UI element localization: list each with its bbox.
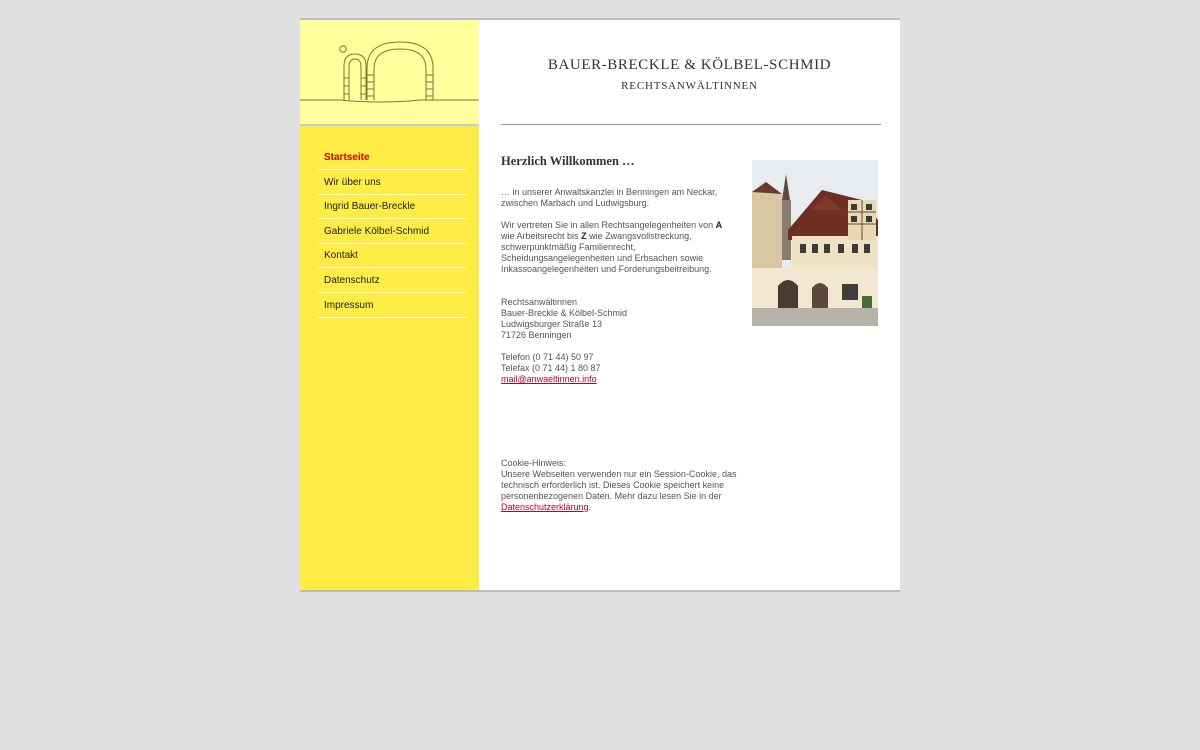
email-link[interactable]: mail@anwaeltinnen.info: [501, 374, 597, 384]
intro-text: [501, 187, 741, 209]
cookie-text: personenbezogenen Daten. Mehr dazu lesen Sie in der: [501, 491, 722, 501]
sidebar: [300, 20, 479, 590]
office-building-photo: [752, 160, 878, 326]
page-container: [300, 18, 900, 592]
firm-name: BAUER-BRECKLE & KÖLBEL-SCHMID: [547, 57, 832, 73]
cookie-text: technisch erforderlich ist. Dieses Cookie speichert keine: [501, 480, 725, 490]
cookie-notice: [501, 458, 741, 513]
nav-item-gabriele-koelbel-schmid[interactable]: Gabriele Kölbel-Schmid: [318, 221, 466, 244]
nav-item-wir-ueber-uns[interactable]: Wir über uns: [318, 172, 466, 195]
areas-text: Wir vertreten Sie in allen Rechtsangelegenheiten von: [501, 220, 714, 230]
areas-text: Scheidungsangelegenheiten und Erbsachen sowie: [501, 253, 704, 263]
letter-z: Z: [581, 231, 587, 241]
nav-item-ingrid-bauer-breckle[interactable]: Ingrid Bauer-Breckle: [318, 196, 466, 219]
firm-subtitle: RECHTSANWÄLTINNEN: [621, 80, 758, 92]
letter-a: A: [715, 220, 723, 230]
privacy-policy-link[interactable]: Datenschutzerklärung: [501, 502, 589, 512]
areas-text: Inkassoangelegenheiten und Forderungsbeitreibung.: [501, 264, 712, 274]
phone-number: Telefon (0 71 44) 50 97: [501, 352, 594, 362]
building-image-icon: [752, 160, 878, 326]
address-line: Bauer-Breckle & Kölbel-Schmid: [501, 308, 628, 318]
arches-logo-icon: [300, 20, 479, 124]
fax-number: Telefax (0 71 44) 1 80 87: [501, 363, 601, 373]
header: [479, 20, 900, 124]
cookie-text: .: [588, 502, 592, 512]
address-block: [501, 297, 741, 341]
nav-item-kontakt[interactable]: Kontakt: [318, 245, 466, 268]
nav-item-impressum[interactable]: Impressum: [318, 295, 466, 318]
practice-areas-text: [501, 220, 741, 275]
address-line: Rechtsanwältinnen: [501, 297, 578, 307]
cookie-title: Cookie-Hinweis:: [501, 458, 567, 468]
nav-item-startseite[interactable]: Startseite: [318, 147, 466, 170]
cookie-text: Unsere Webseiten verwenden nur ein Session-Cookie, das: [501, 469, 737, 479]
address-street: Ludwigsburger Straße 13: [501, 319, 603, 329]
intro-line: zwischen Marbach und Ludwigsburg.: [501, 198, 650, 208]
contact-block: [501, 352, 741, 385]
address-city: 71726 Benningen: [501, 330, 572, 340]
areas-text: wie Zwangsvollstreckung,: [589, 231, 692, 241]
areas-text: schwerpunktmäßig Familienrecht,: [501, 242, 636, 252]
areas-text: wie Arbeitsrecht bis: [501, 231, 579, 241]
page-title: Herzlich Willkommen …: [501, 154, 635, 168]
nav-item-datenschutz[interactable]: Datenschutz: [318, 270, 466, 293]
logo[interactable]: [300, 20, 479, 126]
header-divider: [501, 124, 881, 125]
main-nav: [318, 147, 466, 319]
intro-line: … in unserer Anwaltskanzlei in Benningen am Neckar,: [501, 187, 718, 197]
main-content: [501, 156, 741, 513]
